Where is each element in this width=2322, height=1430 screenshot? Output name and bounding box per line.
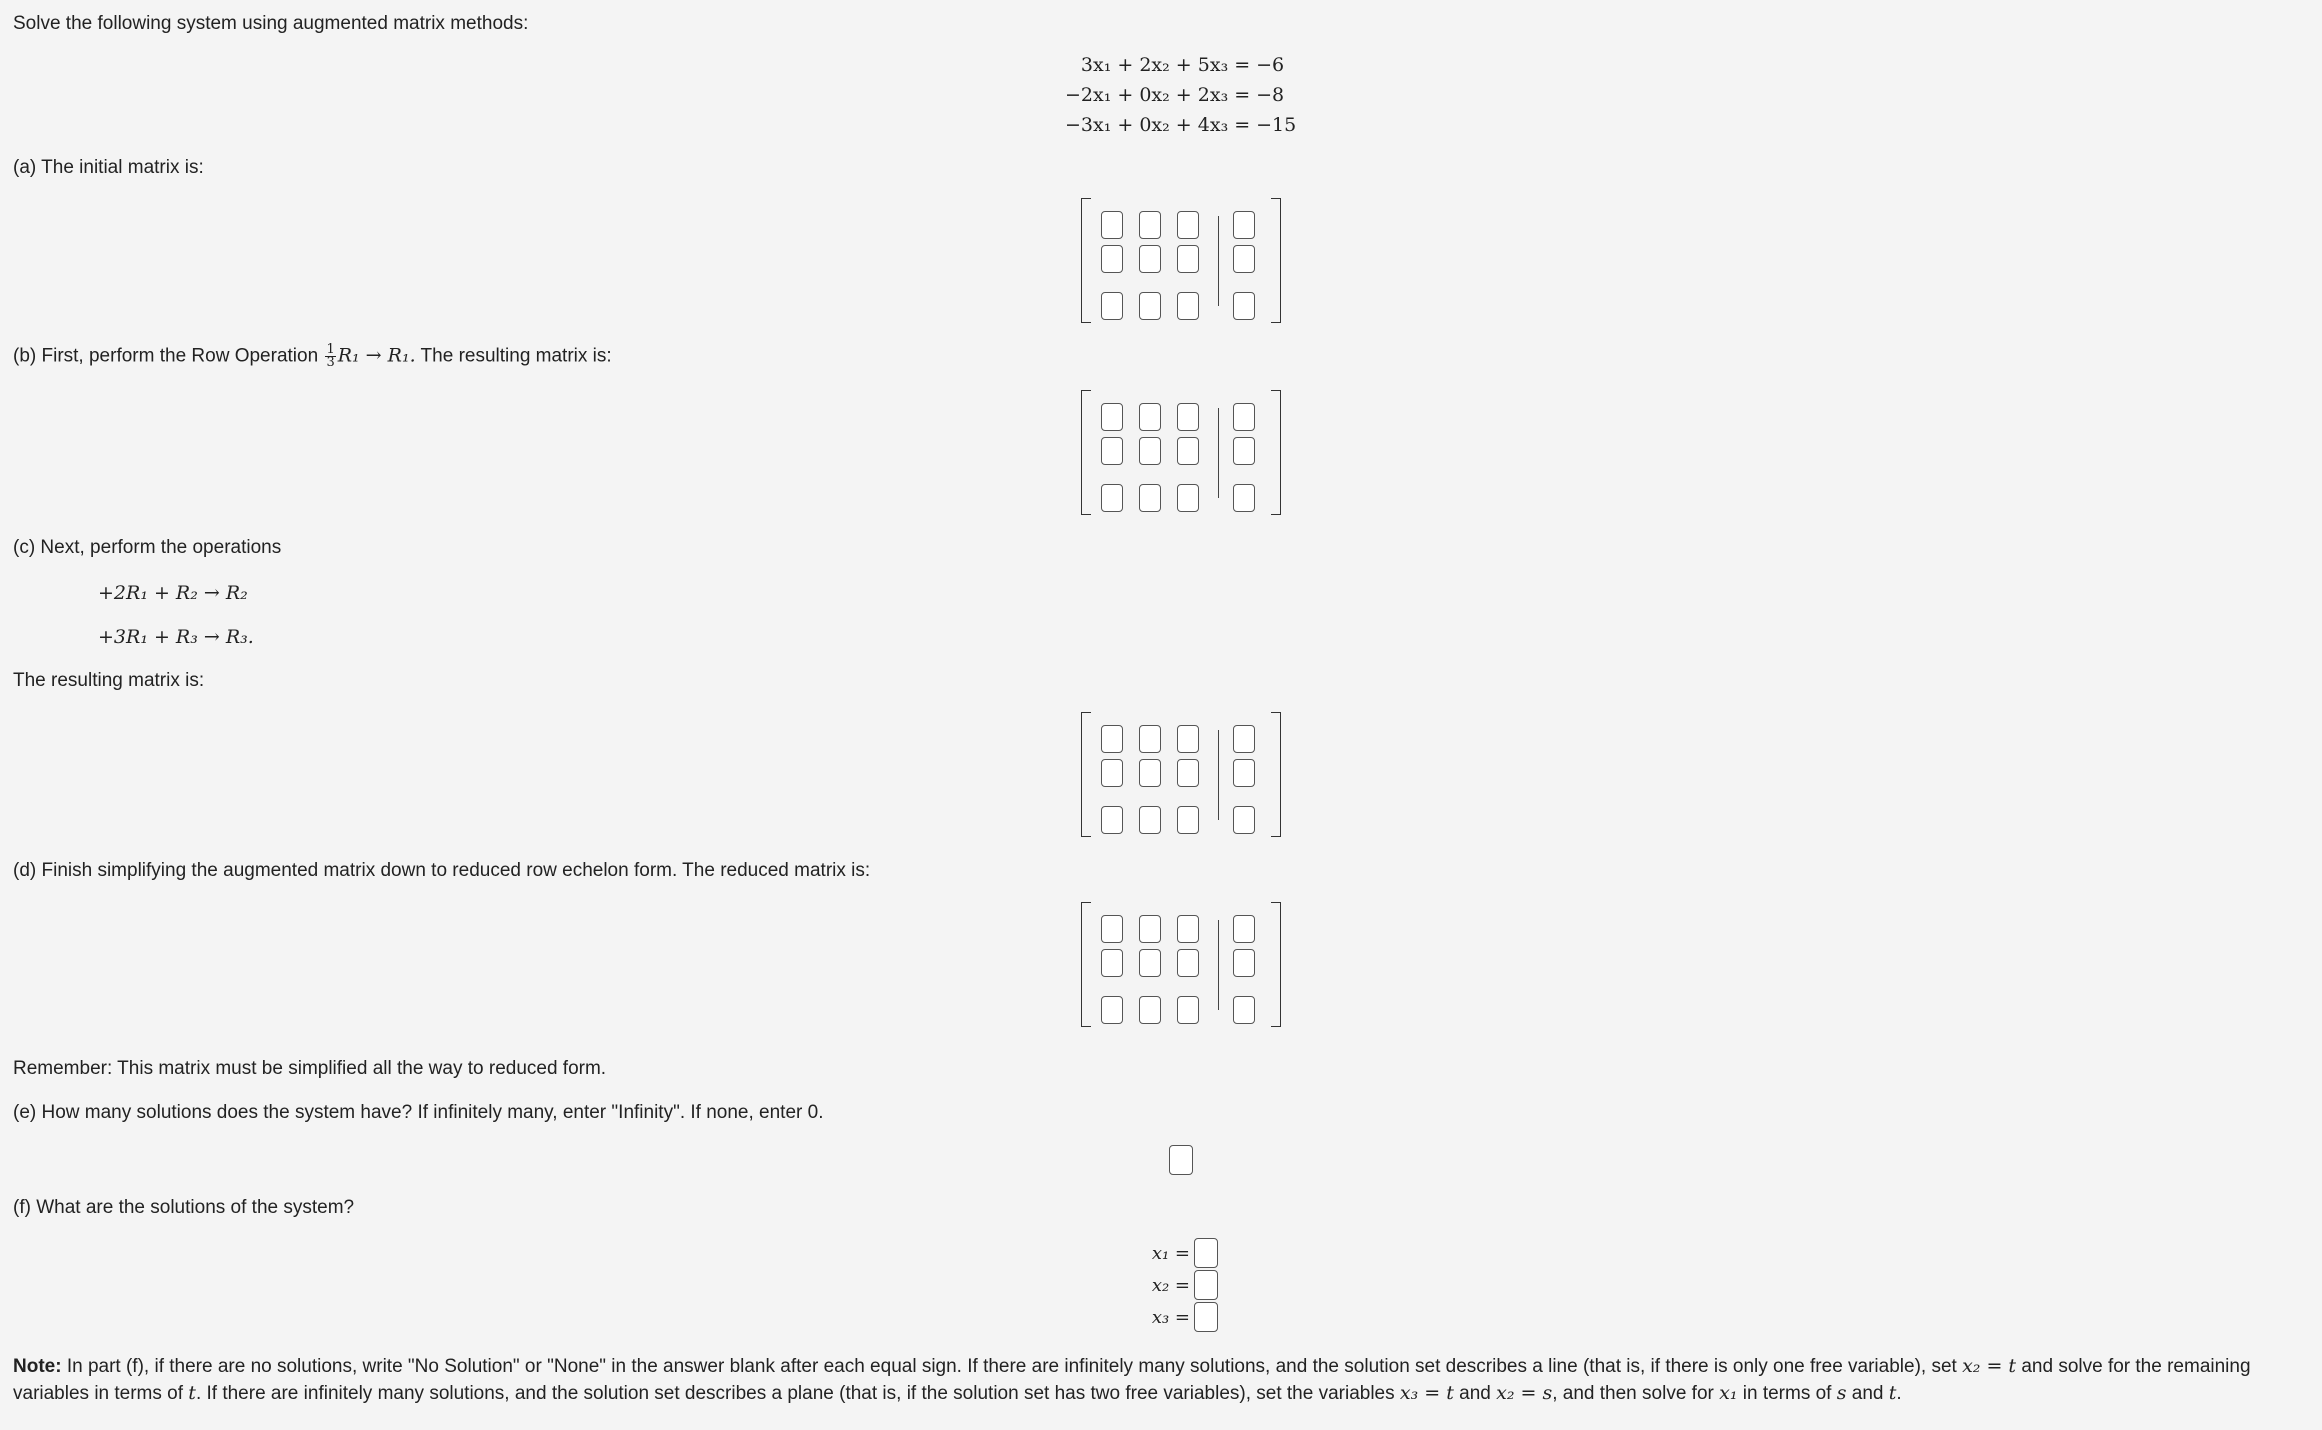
part-c-result-label: The resulting matrix is:: [13, 670, 205, 691]
matrix-initial: [1081, 198, 1281, 323]
note-label: Note:: [13, 1356, 62, 1377]
solution-count-input[interactable]: [1169, 1145, 1193, 1175]
matrix-after-b-cell-r2-c1[interactable]: [1101, 437, 1123, 465]
matrix-after-b-cell-r3-c3[interactable]: [1177, 484, 1199, 512]
part-f-label: (f) What are the solutions of the system?: [13, 1197, 355, 1218]
note-math: x₃ = t: [1399, 1382, 1454, 1404]
note-text: and: [1453, 1383, 1497, 1404]
matrix-initial-cell-r2-c3[interactable]: [1177, 245, 1199, 273]
matrix-after-c-cell-r1-c1[interactable]: [1101, 725, 1123, 753]
note-math: x₂ = t: [1962, 1355, 2017, 1377]
equation-rhs: −15: [1256, 114, 1297, 136]
matrix-after-b-cell-r1-c4[interactable]: [1233, 403, 1255, 431]
matrix-initial-cell-r1-c4[interactable]: [1233, 211, 1255, 239]
matrix-after-b-cell-r1-c1[interactable]: [1101, 403, 1123, 431]
right-bracket: [1271, 902, 1281, 1027]
matrix-after-b: [1081, 390, 1281, 515]
equation-rhs: −6: [1256, 54, 1285, 76]
fraction-numerator: 1: [326, 342, 335, 357]
matrix-after-c-cell-r3-c3[interactable]: [1177, 806, 1199, 834]
matrix-initial-cell-r1-c3[interactable]: [1177, 211, 1199, 239]
matrix-reduced-cell-r3-c1[interactable]: [1101, 996, 1123, 1024]
solution-label: x₃ =: [1151, 1306, 1190, 1328]
solution-fields: [1140, 1237, 1218, 1333]
matrix-after-c-cell-r2-c3[interactable]: [1177, 759, 1199, 787]
note-math: x₂ = s: [1496, 1382, 1553, 1404]
note-text: In part (f), if there are no solutions, write "No Solution" or "None" in the answer blank after each equal sign. If there are infinitely many solutions, and the solution set describes a line (that is, if there is only one free variable), set: [61, 1356, 1963, 1377]
x1-input[interactable]: [1194, 1238, 1218, 1268]
matrix-after-c-cell-r1-c4[interactable]: [1233, 725, 1255, 753]
note-text: and solve for the remaining variables in terms of: [13, 1356, 2251, 1404]
right-bracket: [1271, 198, 1281, 323]
fraction: [325, 344, 335, 369]
fraction-denominator: 3: [326, 355, 335, 370]
augment-divider: [1218, 408, 1219, 498]
matrix-after-b-cell-r1-c3[interactable]: [1177, 403, 1199, 431]
note-text: and: [1846, 1383, 1889, 1404]
part-d-label: (d) Finish simplifying the augmented matrix down to reduced row echelon form. The reduced matrix is:: [13, 860, 871, 881]
right-bracket: [1271, 390, 1281, 515]
intro-text: Solve the following system using augmented matrix methods:: [13, 13, 529, 34]
matrix-reduced-cell-r3-c3[interactable]: [1177, 996, 1199, 1024]
matrix-reduced-cell-r2-c3[interactable]: [1177, 949, 1199, 977]
matrix-after-c-cell-r2-c1[interactable]: [1101, 759, 1123, 787]
solution-row-x1: [1140, 1237, 1218, 1269]
matrix-initial-cell-r3-c1[interactable]: [1101, 292, 1123, 320]
x3-input[interactable]: [1194, 1302, 1218, 1332]
note-math: x₁: [1719, 1382, 1738, 1404]
solution-label: x₂ =: [1151, 1274, 1190, 1296]
note-text: , and then solve for: [1552, 1383, 1720, 1404]
x2-input[interactable]: [1194, 1270, 1218, 1300]
equation-lhs: −3x₁ + 0x₂ + 4x₃: [1065, 114, 1229, 136]
matrix-after-b-cell-r2-c2[interactable]: [1139, 437, 1161, 465]
part-b-label: [13, 344, 612, 369]
equation-row: [1065, 50, 1296, 80]
equation-row: [1065, 80, 1296, 110]
remember-text: Remember: This matrix must be simplified all the way to reduced form.: [13, 1058, 607, 1079]
matrix-reduced-cell-r2-c1[interactable]: [1101, 949, 1123, 977]
matrix-initial-cell-r2-c4[interactable]: [1233, 245, 1255, 273]
augment-divider: [1218, 216, 1219, 306]
matrix-initial-cell-r3-c2[interactable]: [1139, 292, 1161, 320]
equation-rhs: −8: [1256, 84, 1285, 106]
matrix-after-c-cell-r3-c1[interactable]: [1101, 806, 1123, 834]
matrix-reduced-cell-r2-c2[interactable]: [1139, 949, 1161, 977]
matrix-reduced-cell-r1-c1[interactable]: [1101, 915, 1123, 943]
matrix-initial-cell-r1-c2[interactable]: [1139, 211, 1161, 239]
note-paragraph: [13, 1353, 2313, 1407]
equation-lhs: 3x₁ + 2x₂ + 5x₃: [1080, 54, 1229, 76]
note-text: .: [1896, 1383, 1902, 1404]
matrix-after-c: [1081, 712, 1281, 837]
matrix-initial-cell-r1-c1[interactable]: [1101, 211, 1123, 239]
equals-sign: =: [1234, 114, 1251, 136]
matrix-after-b-cell-r3-c1[interactable]: [1101, 484, 1123, 512]
matrix-initial-cell-r3-c3[interactable]: [1177, 292, 1199, 320]
matrix-after-c-cell-r1-c2[interactable]: [1139, 725, 1161, 753]
part-b-operation: R₁ → R₁.: [337, 344, 416, 367]
part-b-suffix: The resulting matrix is:: [420, 345, 612, 367]
matrix-after-c-cell-r3-c4[interactable]: [1233, 806, 1255, 834]
matrix-reduced-cell-r3-c4[interactable]: [1233, 996, 1255, 1024]
note-math: t: [188, 1382, 196, 1404]
left-bracket: [1081, 390, 1091, 515]
matrix-reduced-cell-r1-c4[interactable]: [1233, 915, 1255, 943]
right-bracket: [1271, 712, 1281, 837]
part-b-prefix: (b) First, perform the Row Operation: [13, 345, 319, 367]
matrix-initial-cell-r2-c1[interactable]: [1101, 245, 1123, 273]
solution-row-x2: [1140, 1269, 1218, 1301]
matrix-after-b-cell-r2-c4[interactable]: [1233, 437, 1255, 465]
note-text: . If there are infinitely many solutions, and the solution set describes a plane (that is, if the solution set has two free variables), set the variables: [195, 1383, 1400, 1404]
matrix-reduced-cell-r3-c2[interactable]: [1139, 996, 1161, 1024]
matrix-reduced-cell-r2-c4[interactable]: [1233, 949, 1255, 977]
matrix-after-c-cell-r3-c2[interactable]: [1139, 806, 1161, 834]
augment-divider: [1218, 920, 1219, 1010]
solution-row-x3: [1140, 1301, 1218, 1333]
note-math: t: [1888, 1382, 1897, 1404]
row-operation-2: +3R₁ + R₃ → R₃.: [98, 626, 254, 648]
augment-divider: [1218, 730, 1219, 820]
matrix-after-b-cell-r3-c2[interactable]: [1139, 484, 1161, 512]
matrix-initial-cell-r3-c4[interactable]: [1233, 292, 1255, 320]
equals-sign: =: [1234, 54, 1251, 76]
left-bracket: [1081, 902, 1091, 1027]
matrix-after-c-cell-r1-c3[interactable]: [1177, 725, 1199, 753]
part-a-label: (a) The initial matrix is:: [13, 157, 204, 178]
solution-label: x₁ =: [1151, 1242, 1190, 1264]
part-e-label: (e) How many solutions does the system have? If infinitely many, enter "Infinity". If none, enter 0.: [13, 1102, 824, 1123]
matrix-reduced-cell-r1-c2[interactable]: [1139, 915, 1161, 943]
left-bracket: [1081, 712, 1091, 837]
part-c-label: (c) Next, perform the operations: [13, 537, 282, 558]
matrix-after-c-cell-r2-c4[interactable]: [1233, 759, 1255, 787]
left-bracket: [1081, 198, 1091, 323]
matrix-reduced: [1081, 902, 1281, 1027]
note-math: s: [1836, 1382, 1847, 1404]
equals-sign: =: [1234, 84, 1251, 106]
equation-lhs: −2x₁ + 0x₂ + 2x₃: [1065, 84, 1229, 106]
row-operation-1: +2R₁ + R₂ → R₂: [98, 582, 248, 604]
matrix-initial-cell-r2-c2[interactable]: [1139, 245, 1161, 273]
equation-system: [1065, 50, 1296, 140]
matrix-after-c-cell-r2-c2[interactable]: [1139, 759, 1161, 787]
matrix-after-b-cell-r3-c4[interactable]: [1233, 484, 1255, 512]
matrix-after-b-cell-r2-c3[interactable]: [1177, 437, 1199, 465]
matrix-after-b-cell-r1-c2[interactable]: [1139, 403, 1161, 431]
note-text: in terms of: [1737, 1383, 1837, 1404]
equation-row: [1065, 110, 1296, 140]
matrix-reduced-cell-r1-c3[interactable]: [1177, 915, 1199, 943]
